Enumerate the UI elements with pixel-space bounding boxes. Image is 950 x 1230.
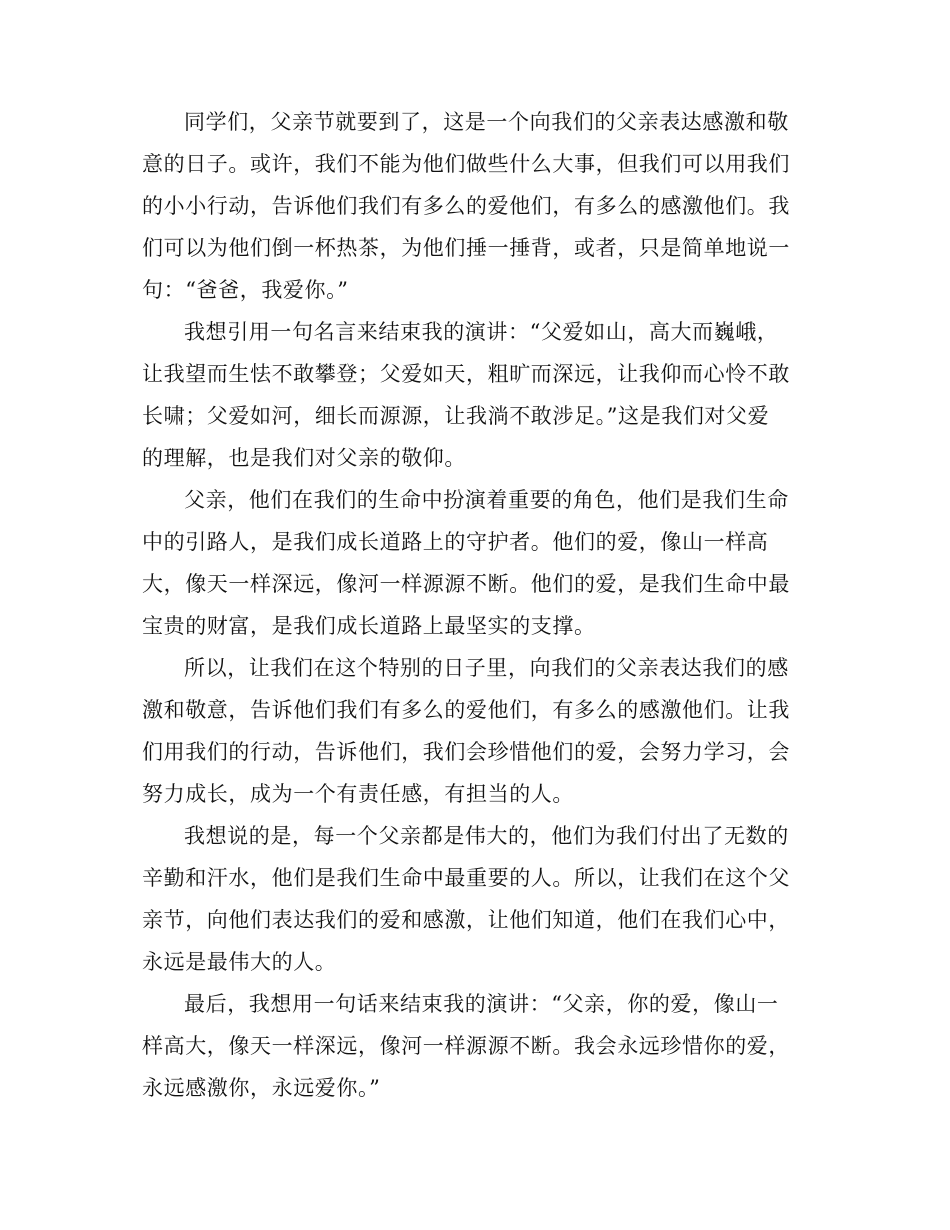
text-line: 的理解，也是我们对父亲的敬仰。 bbox=[142, 446, 466, 470]
text-line: 中的引路人，是我们成长道路上的守护者。他们的爱，像山一样高 bbox=[142, 530, 769, 554]
text-line: 宝贵的财富，是我们成长道路上最坚实的支撑。 bbox=[142, 614, 596, 638]
text-line: 长啸；父爱如河，细长而源源，让我淌不敢涉足。”这是我们对父爱 bbox=[142, 404, 770, 428]
text-line: 意的日子。或许，我们不能为他们做些什么大事，但我们可以用我们 bbox=[142, 152, 790, 176]
paragraph-1 bbox=[142, 101, 798, 311]
document-body bbox=[142, 101, 798, 1109]
paragraph-2 bbox=[142, 311, 798, 479]
text-line: 永远感激你，永远爱你。” bbox=[142, 1076, 381, 1100]
text-line: 辛勤和汗水，他们是我们生命中最重要的人。所以，让我们在这个父 bbox=[142, 866, 790, 890]
text-line: 我想说的是，每一个父亲都是伟大的，他们为我们付出了无数的 bbox=[184, 824, 789, 848]
text-line: 父亲，他们在我们的生命中扮演着重要的角色，他们是我们生命 bbox=[184, 488, 789, 512]
text-line: 永远是最伟大的人。 bbox=[142, 950, 337, 974]
paragraph-5 bbox=[142, 815, 798, 983]
text-line: 们用我们的行动，告诉他们，我们会珍惜他们的爱，会努力学习，会 bbox=[142, 740, 790, 764]
text-line: 样高大，像天一样深远，像河一样源源不断。我会永远珍惜你的爱， bbox=[142, 1034, 790, 1058]
text-line: 句：“爸爸，我爱你。” bbox=[142, 278, 349, 302]
text-line: 让我望而生怯不敢攀登；父爱如天，粗旷而深远，让我仰而心怜不敢 bbox=[142, 362, 790, 386]
text-line: 们可以为他们倒一杯热茶，为他们捶一捶背，或者，只是简单地说一 bbox=[142, 236, 790, 260]
text-line: 的小小行动，告诉他们我们有多么的爱他们，有多么的感激他们。我 bbox=[142, 194, 790, 218]
text-line: 所以，让我们在这个特别的日子里，向我们的父亲表达我们的感 bbox=[184, 656, 789, 680]
text-line: 努力成长，成为一个有责任感，有担当的人。 bbox=[142, 782, 574, 806]
text-line: 我想引用一句名言来结束我的演讲：“父爱如山，高大而巍峨， bbox=[184, 320, 779, 344]
text-line: 大，像天一样深远，像河一样源源不断。他们的爱，是我们生命中最 bbox=[142, 572, 790, 596]
paragraph-4 bbox=[142, 647, 798, 815]
paragraph-3 bbox=[142, 479, 798, 647]
text-line: 亲节，向他们表达我们的爱和感激，让他们知道，他们在我们心中， bbox=[142, 908, 790, 932]
text-line: 最后，我想用一句话来结束我的演讲：“父亲，你的爱，像山一 bbox=[184, 992, 779, 1016]
text-line: 同学们，父亲节就要到了，这是一个向我们的父亲表达感激和敬 bbox=[184, 110, 789, 134]
text-line: 激和敬意，告诉他们我们有多么的爱他们，有多么的感激他们。让我 bbox=[142, 698, 790, 722]
paragraph-6 bbox=[142, 983, 798, 1109]
